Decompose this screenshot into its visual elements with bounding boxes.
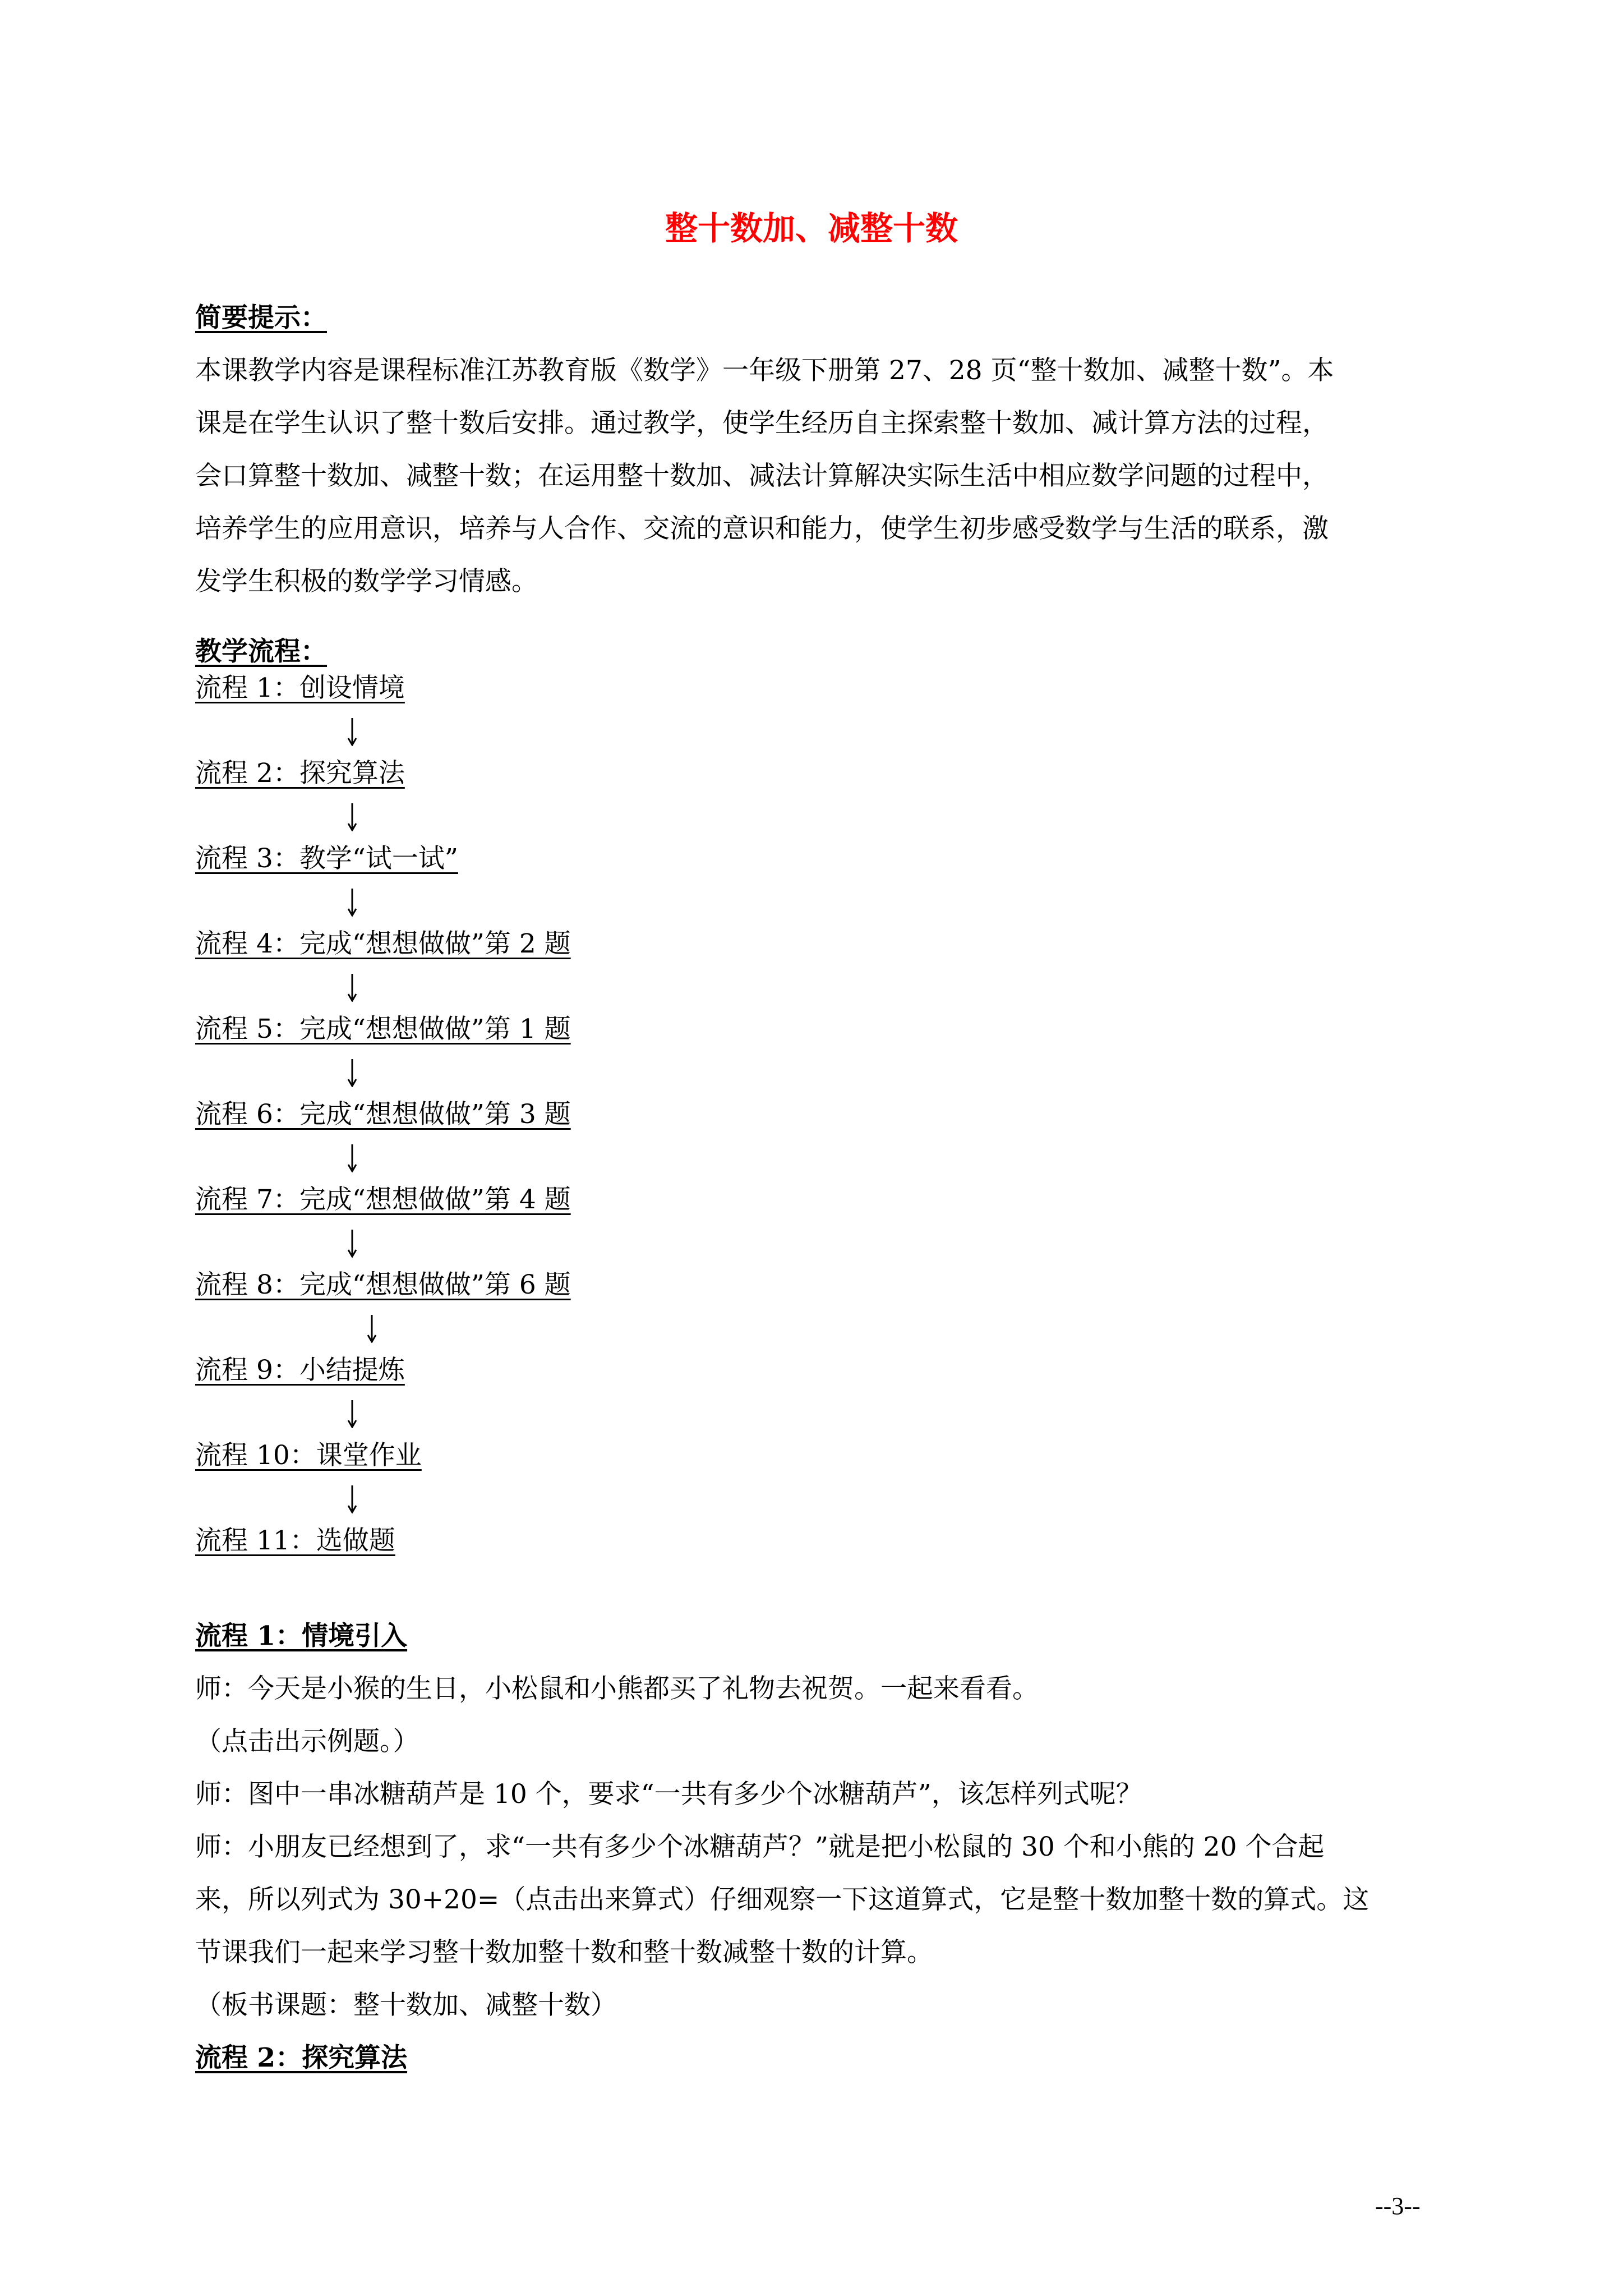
summary-heading: 简要提示： <box>195 302 327 333</box>
down-arrow-icon <box>347 1144 358 1172</box>
flow-step-5 <box>195 1003 1440 1088</box>
flow-step-label: 流程 3：教学“试一试” <box>195 843 458 874</box>
flow-step-7 <box>195 1174 1440 1259</box>
down-arrow-icon <box>347 718 358 746</box>
body-line: 来，所以列式为 30+20=（点击出来算式）仔细观察一下这道算式，它是整十数加整十数的算式。这 <box>195 1884 1370 1915</box>
flow-step-label: 流程 11：选做题 <box>195 1525 395 1556</box>
body-line: 师：图中一串冰糖葫芦是 10 个，要求“一共有多少个冰糖葫芦”，该怎样列式呢？ <box>195 1779 1142 1810</box>
flow-step-label: 流程 6：完成“想想做做”第 3 题 <box>195 1099 571 1130</box>
flow-step-label: 流程 4：完成“想想做做”第 2 题 <box>195 928 571 959</box>
down-arrow-icon <box>347 889 358 917</box>
body-line: 师：今天是小猴的生日，小松鼠和小熊都买了礼物去祝贺。一起来看看。 <box>195 1673 1039 1704</box>
flow-step-10 <box>195 1429 1440 1515</box>
flow-step-2 <box>195 747 1440 832</box>
summary-line: 课是在学生认识了整十数后安排。通过教学，使学生经历自主探索整十数加、减计算方法的过程， <box>195 408 1329 439</box>
flow-step-9 <box>195 1344 1440 1429</box>
body-line: （板书课题：整十数加、减整十数） <box>195 1990 617 2021</box>
flow-step-11 <box>195 1515 1440 1600</box>
section-1 <box>195 1610 1440 2085</box>
down-arrow-icon <box>366 1315 377 1343</box>
flow-step-1 <box>195 662 1440 747</box>
flow-step-label: 流程 7：完成“想想做做”第 4 题 <box>195 1184 571 1215</box>
section-2-heading: 流程 2：探究算法 <box>195 2042 408 2073</box>
flow-step-8 <box>195 1259 1440 1344</box>
down-arrow-icon <box>347 1230 358 1258</box>
summary-section <box>195 292 1440 608</box>
flow-step-label: 流程 8：完成“想想做做”第 6 题 <box>195 1269 571 1300</box>
body-line: （点击出示例题。） <box>195 1726 419 1757</box>
flow-step-label: 流程 1：创设情境 <box>195 673 405 703</box>
flow-step-label: 流程 2：探究算法 <box>195 758 405 789</box>
body-line: 节课我们一起来学习整十数加整十数和整十数减整十数的计算。 <box>195 1937 933 1968</box>
down-arrow-icon <box>347 974 358 1002</box>
summary-line: 培养学生的应用意识，培养与人合作、交流的意识和能力，使学生初步感受数学与生活的联系，激 <box>195 513 1329 544</box>
flow-step-6 <box>195 1088 1440 1174</box>
section-1-heading: 流程 1：情境引入 <box>195 1621 408 1651</box>
flow-step-label: 流程 5：完成“想想做做”第 1 题 <box>195 1014 571 1045</box>
body-line: 师：小朋友已经想到了，求“一共有多少个冰糖葫芦？”就是把小松鼠的 30 个和小熊的 20 个合起 <box>195 1832 1325 1862</box>
down-arrow-icon <box>347 803 358 831</box>
down-arrow-icon <box>347 1485 358 1513</box>
flow-step-label: 流程 9：小结提炼 <box>195 1355 405 1386</box>
flow-chart <box>195 662 1440 1600</box>
page-number: --3-- <box>1375 2192 1421 2220</box>
down-arrow-icon <box>347 1059 358 1087</box>
flow-step-3 <box>195 832 1440 918</box>
page-title: 整十数加、减整十数 <box>665 209 958 247</box>
summary-line: 会口算整十数加、减整十数；在运用整十数加、减法计算解决实际生活中相应数学问题的过程中， <box>195 461 1329 491</box>
flow-step-4 <box>195 918 1440 1003</box>
flow-heading: 教学流程： <box>195 636 327 667</box>
flow-step-label: 流程 10：课堂作业 <box>195 1440 422 1471</box>
down-arrow-icon <box>347 1400 358 1428</box>
summary-line: 本课教学内容是课程标准江苏教育版《数学》一年级下册第 27、28 页“整十数加、减整十数”。本 <box>195 355 1334 386</box>
summary-line: 发学生积极的数学学习情感。 <box>195 566 538 597</box>
